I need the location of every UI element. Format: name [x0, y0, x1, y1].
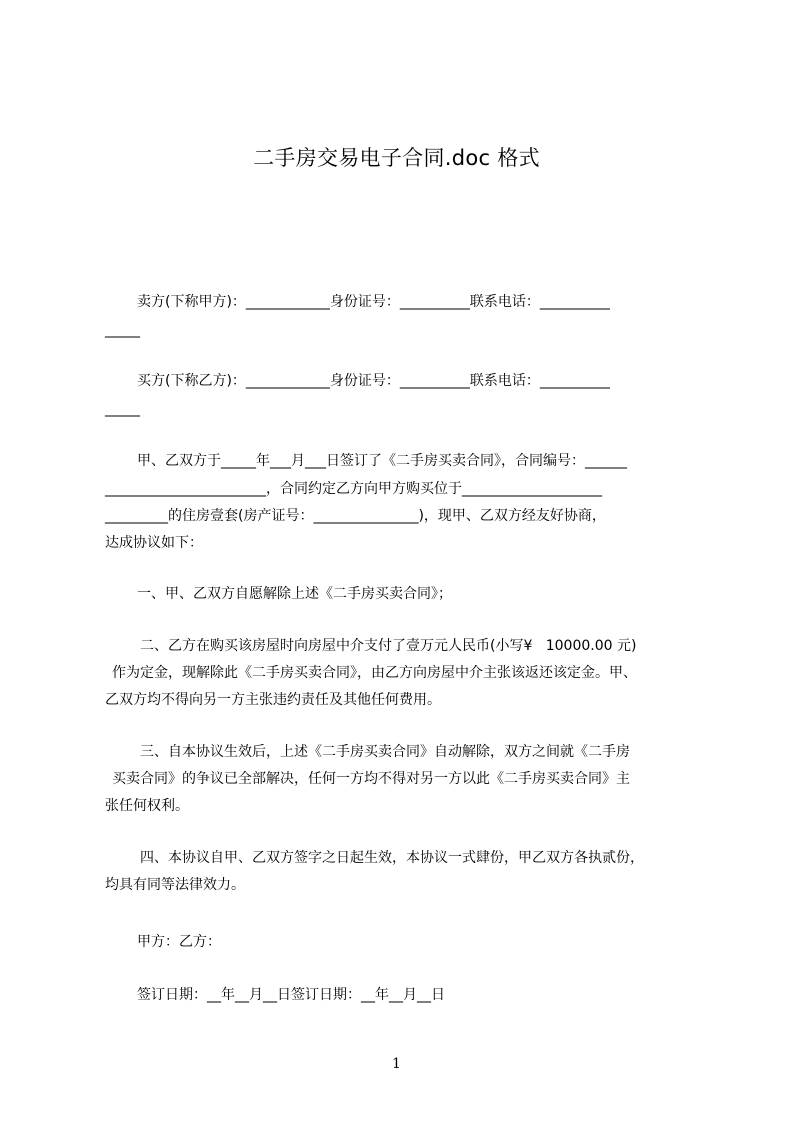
seller-line-1: 卖方(下称甲方)：____________身份证号：__________联系电话：__________	[137, 294, 610, 310]
intro-line-3: _________的住房壹套(房产证号：_______________)，现甲、乙双方经友好协商，	[105, 508, 606, 524]
seller-line-2: _____	[105, 322, 140, 338]
clause-2-line-2: 作为定金，现解除此《二手房买卖合同》，由乙方向房屋中介主张该返还该定金。甲、	[112, 665, 637, 681]
clause-3-line-3: 张任何权利。	[105, 798, 189, 814]
buyer-line-1: 买方(下称乙方)：____________身份证号：__________联系电话：__________	[137, 373, 610, 389]
page-number: 1	[392, 1056, 401, 1072]
clause-4-line-1: 四、本协议自甲、乙双方签字之日起生效，本协议一式肆份，甲乙双方各执贰份，	[140, 850, 644, 866]
intro-line-2: _______________________，合同约定乙方向甲方购买位于____________________	[105, 481, 602, 497]
clause-2-line-1: 二、乙方在购买该房屋时向房屋中介支付了壹万元人民币(小写¥ 10000.00 元)	[140, 638, 637, 654]
clause-2-line-3: 乙双方均不得向另一方主张违约责任及其他任何费用。	[105, 692, 441, 708]
document-title: 二手房交易电子合同.doc 格式	[253, 146, 540, 170]
clause-3-line-1: 三、自本协议生效后，上述《二手房买卖合同》自动解除，双方之间就《二手房	[140, 744, 630, 760]
intro-line-4: 达成协议如下：	[105, 535, 203, 551]
clause-4-line-2: 均具有同等法律效力。	[105, 877, 245, 893]
clause-1-line-1: 一、甲、乙双方自愿解除上述《二手房买卖合同》；	[137, 586, 452, 602]
clause-3-line-2: 买卖合同》的争议已全部解决，任何一方均不得对另一方以此《二手房买卖合同》主	[112, 771, 630, 787]
party-signature-line: 甲方：乙方：	[137, 934, 221, 950]
intro-line-1: 甲、乙双方于_____年___月___日签订了《二手房买卖合同》，合同编号：______	[137, 453, 627, 469]
signing-date-line: 签订日期：__年__月__日签订日期：__年__月__日	[137, 987, 445, 1003]
buyer-line-2: _____	[105, 401, 140, 417]
